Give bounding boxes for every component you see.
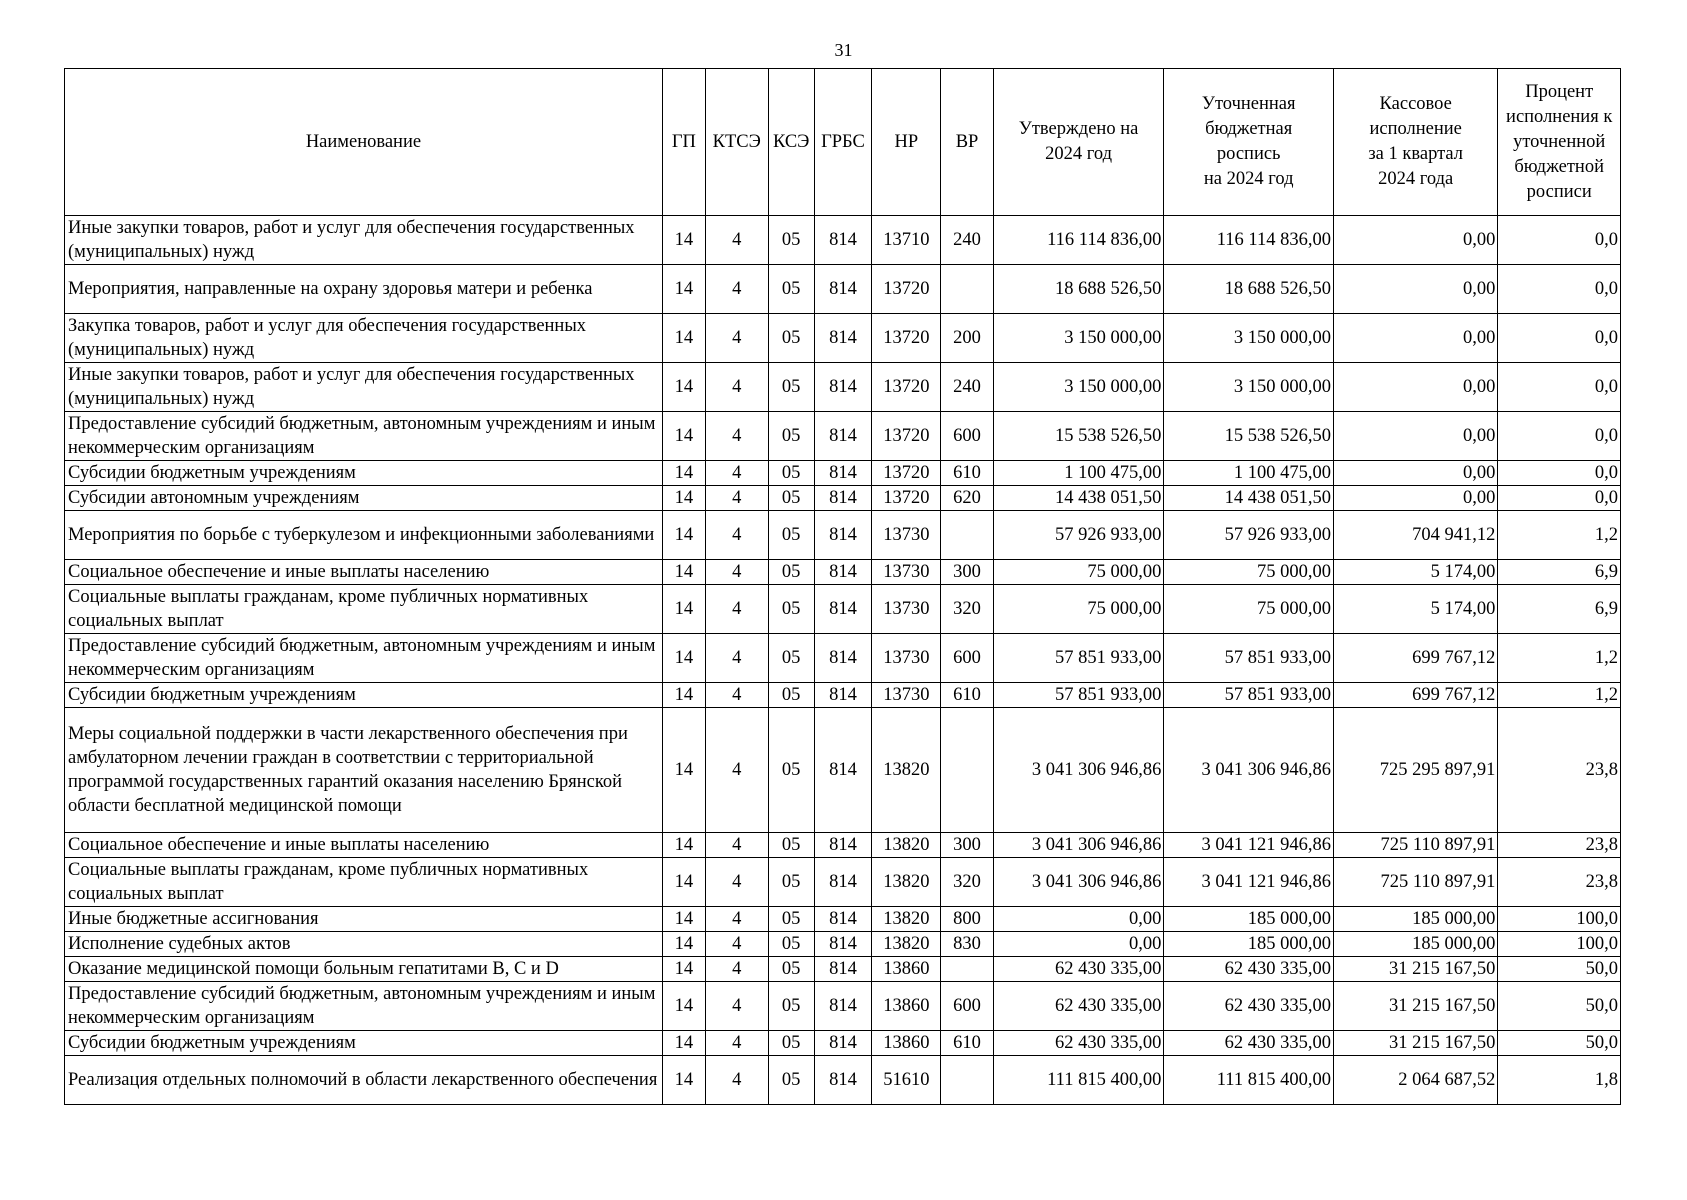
cell-approved: 62 430 335,00 — [993, 957, 1164, 982]
cell-kse: 05 — [768, 216, 814, 265]
cell-name: Меры социальной поддержки в части лекарственного обеспечения при амбулаторном лечении граждан в соответствии с территориальной программой государственных гарантий оказания населению Брянской области бесплатной медицинской помощи — [65, 708, 663, 833]
cell-gp: 14 — [662, 461, 705, 486]
cell-np: 13730 — [872, 560, 941, 585]
cell-kse: 05 — [768, 265, 814, 314]
cell-name: Иные закупки товаров, работ и услуг для обеспечения государственных (муниципальных) нужд — [65, 216, 663, 265]
cell-grbs: 814 — [814, 833, 872, 858]
cell-cash: 0,00 — [1334, 314, 1498, 363]
cell-ktse: 4 — [705, 560, 768, 585]
cell-approved: 57 851 933,00 — [993, 683, 1164, 708]
cell-gp: 14 — [662, 560, 705, 585]
cell-gp: 14 — [662, 982, 705, 1031]
cell-kse: 05 — [768, 461, 814, 486]
cell-refined: 185 000,00 — [1164, 907, 1334, 932]
cell-grbs: 814 — [814, 511, 872, 560]
cell-refined: 62 430 335,00 — [1164, 957, 1334, 982]
cell-cash: 725 110 897,91 — [1334, 858, 1498, 907]
cell-ktse: 4 — [705, 314, 768, 363]
cell-name: Социальное обеспечение и иные выплаты населению — [65, 833, 663, 858]
cell-ktse: 4 — [705, 265, 768, 314]
cell-np: 13820 — [872, 858, 941, 907]
table-row — [65, 412, 1621, 461]
cell-approved: 75 000,00 — [993, 560, 1164, 585]
table-row — [65, 461, 1621, 486]
table-row — [65, 363, 1621, 412]
cell-refined: 57 926 933,00 — [1164, 511, 1334, 560]
cell-kse: 05 — [768, 982, 814, 1031]
cell-np: 13820 — [872, 932, 941, 957]
cell-np: 13720 — [872, 412, 941, 461]
cell-cash: 185 000,00 — [1334, 932, 1498, 957]
cell-vr: 610 — [941, 1031, 993, 1056]
cell-np: 13860 — [872, 982, 941, 1031]
table-row — [65, 585, 1621, 634]
cell-np: 13720 — [872, 363, 941, 412]
cell-approved: 15 538 526,50 — [993, 412, 1164, 461]
cell-percent: 50,0 — [1498, 982, 1621, 1031]
table-row — [65, 1031, 1621, 1056]
cell-np: 13710 — [872, 216, 941, 265]
cell-grbs: 814 — [814, 932, 872, 957]
cell-kse: 05 — [768, 486, 814, 511]
cell-percent: 6,9 — [1498, 585, 1621, 634]
cell-kse: 05 — [768, 412, 814, 461]
cell-approved: 3 041 306 946,86 — [993, 708, 1164, 833]
cell-ktse: 4 — [705, 585, 768, 634]
cell-cash: 5 174,00 — [1334, 560, 1498, 585]
cell-np: 13720 — [872, 461, 941, 486]
cell-approved: 116 114 836,00 — [993, 216, 1164, 265]
cell-kse: 05 — [768, 683, 814, 708]
cell-percent: 23,8 — [1498, 858, 1621, 907]
cell-gp: 14 — [662, 907, 705, 932]
cell-cash: 0,00 — [1334, 363, 1498, 412]
cell-name: Социальные выплаты гражданам, кроме публичных нормативных социальных выплат — [65, 858, 663, 907]
cell-kse: 05 — [768, 314, 814, 363]
cell-cash: 0,00 — [1334, 265, 1498, 314]
cell-refined: 3 150 000,00 — [1164, 314, 1334, 363]
cell-vr: 610 — [941, 683, 993, 708]
cell-cash: 699 767,12 — [1334, 683, 1498, 708]
cell-cash: 0,00 — [1334, 216, 1498, 265]
cell-gp: 14 — [662, 585, 705, 634]
cell-ktse: 4 — [705, 634, 768, 683]
cell-approved: 3 150 000,00 — [993, 363, 1164, 412]
cell-vr: 300 — [941, 560, 993, 585]
cell-cash: 0,00 — [1334, 486, 1498, 511]
cell-approved: 3 150 000,00 — [993, 314, 1164, 363]
cell-approved: 3 041 306 946,86 — [993, 833, 1164, 858]
cell-kse: 05 — [768, 907, 814, 932]
header-kse: КСЭ — [768, 69, 814, 216]
header-grbs: ГРБС — [814, 69, 872, 216]
cell-cash: 725 295 897,91 — [1334, 708, 1498, 833]
budget-execution-table — [64, 68, 1621, 1105]
cell-vr — [941, 511, 993, 560]
cell-vr: 600 — [941, 412, 993, 461]
cell-ktse: 4 — [705, 511, 768, 560]
cell-percent: 23,8 — [1498, 833, 1621, 858]
cell-grbs: 814 — [814, 957, 872, 982]
cell-gp: 14 — [662, 932, 705, 957]
cell-refined: 3 041 121 946,86 — [1164, 833, 1334, 858]
cell-np: 13820 — [872, 907, 941, 932]
cell-grbs: 814 — [814, 314, 872, 363]
cell-percent: 0,0 — [1498, 412, 1621, 461]
cell-approved: 14 438 051,50 — [993, 486, 1164, 511]
cell-name: Социальные выплаты гражданам, кроме публичных нормативных социальных выплат — [65, 585, 663, 634]
cell-gp: 14 — [662, 486, 705, 511]
table-row — [65, 314, 1621, 363]
cell-grbs: 814 — [814, 708, 872, 833]
cell-name: Исполнение судебных актов — [65, 932, 663, 957]
cell-vr: 320 — [941, 858, 993, 907]
cell-grbs: 814 — [814, 683, 872, 708]
cell-approved: 1 100 475,00 — [993, 461, 1164, 486]
cell-grbs: 814 — [814, 461, 872, 486]
cell-percent: 1,2 — [1498, 683, 1621, 708]
table-body — [65, 216, 1621, 1105]
cell-np: 13720 — [872, 314, 941, 363]
cell-refined: 3 041 306 946,86 — [1164, 708, 1334, 833]
cell-percent: 0,0 — [1498, 265, 1621, 314]
cell-percent: 1,2 — [1498, 511, 1621, 560]
cell-kse: 05 — [768, 932, 814, 957]
cell-grbs: 814 — [814, 858, 872, 907]
cell-percent: 0,0 — [1498, 216, 1621, 265]
cell-vr — [941, 265, 993, 314]
cell-percent: 50,0 — [1498, 1031, 1621, 1056]
cell-refined: 75 000,00 — [1164, 585, 1334, 634]
cell-approved: 62 430 335,00 — [993, 982, 1164, 1031]
cell-percent: 23,8 — [1498, 708, 1621, 833]
cell-kse: 05 — [768, 511, 814, 560]
header-vr: ВР — [941, 69, 993, 216]
cell-name: Предоставление субсидий бюджетным, автономным учреждениям и иным некоммерческим организациям — [65, 634, 663, 683]
cell-kse: 05 — [768, 363, 814, 412]
cell-percent: 6,9 — [1498, 560, 1621, 585]
cell-vr — [941, 957, 993, 982]
cell-gp: 14 — [662, 314, 705, 363]
cell-gp: 14 — [662, 833, 705, 858]
table-row — [65, 833, 1621, 858]
cell-refined: 1 100 475,00 — [1164, 461, 1334, 486]
cell-refined: 116 114 836,00 — [1164, 216, 1334, 265]
cell-gp: 14 — [662, 634, 705, 683]
cell-np: 13820 — [872, 833, 941, 858]
cell-kse: 05 — [768, 585, 814, 634]
cell-name: Предоставление субсидий бюджетным, автономным учреждениям и иным некоммерческим организациям — [65, 982, 663, 1031]
cell-cash: 31 215 167,50 — [1334, 957, 1498, 982]
cell-ktse: 4 — [705, 216, 768, 265]
cell-grbs: 814 — [814, 560, 872, 585]
cell-gp: 14 — [662, 708, 705, 833]
cell-grbs: 814 — [814, 1031, 872, 1056]
cell-cash: 31 215 167,50 — [1334, 982, 1498, 1031]
cell-ktse: 4 — [705, 486, 768, 511]
cell-refined: 14 438 051,50 — [1164, 486, 1334, 511]
cell-np: 13860 — [872, 1031, 941, 1056]
table-row — [65, 683, 1621, 708]
cell-refined: 18 688 526,50 — [1164, 265, 1334, 314]
cell-grbs: 814 — [814, 363, 872, 412]
cell-cash: 725 110 897,91 — [1334, 833, 1498, 858]
cell-np: 13720 — [872, 486, 941, 511]
cell-approved: 18 688 526,50 — [993, 265, 1164, 314]
cell-refined: 3 041 121 946,86 — [1164, 858, 1334, 907]
cell-vr: 600 — [941, 634, 993, 683]
header-cash: Кассовое исполнение за 1 квартал 2024 года — [1334, 69, 1498, 216]
table-row — [65, 858, 1621, 907]
table-row — [65, 486, 1621, 511]
cell-vr: 200 — [941, 314, 993, 363]
cell-approved: 3 041 306 946,86 — [993, 858, 1164, 907]
cell-name: Мероприятия по борьбе с туберкулезом и инфекционными заболеваниями — [65, 511, 663, 560]
page-number: 31 — [834, 40, 853, 60]
cell-cash: 185 000,00 — [1334, 907, 1498, 932]
cell-gp: 14 — [662, 858, 705, 907]
cell-gp: 14 — [662, 683, 705, 708]
cell-ktse: 4 — [705, 932, 768, 957]
cell-name: Закупка товаров, работ и услуг для обеспечения государственных (муниципальных) нужд — [65, 314, 663, 363]
cell-approved: 0,00 — [993, 932, 1164, 957]
cell-approved: 111 815 400,00 — [993, 1056, 1164, 1105]
cell-vr — [941, 708, 993, 833]
cell-grbs: 814 — [814, 585, 872, 634]
cell-np: 13730 — [872, 585, 941, 634]
table-row — [65, 907, 1621, 932]
cell-kse: 05 — [768, 957, 814, 982]
cell-name: Субсидии бюджетным учреждениям — [65, 461, 663, 486]
cell-percent: 50,0 — [1498, 957, 1621, 982]
table-row — [65, 634, 1621, 683]
cell-approved: 62 430 335,00 — [993, 1031, 1164, 1056]
cell-kse: 05 — [768, 1056, 814, 1105]
cell-approved: 57 851 933,00 — [993, 634, 1164, 683]
table-row — [65, 1056, 1621, 1105]
cell-name: Мероприятия, направленные на охрану здоровья матери и ребенка — [65, 265, 663, 314]
cell-gp: 14 — [662, 1056, 705, 1105]
cell-grbs: 814 — [814, 1056, 872, 1105]
cell-ktse: 4 — [705, 907, 768, 932]
cell-np: 13730 — [872, 511, 941, 560]
header-percent: Процент исполнения к уточненной бюджетной росписи — [1498, 69, 1621, 216]
cell-name: Иные закупки товаров, работ и услуг для обеспечения государственных (муниципальных) нужд — [65, 363, 663, 412]
cell-refined: 57 851 933,00 — [1164, 683, 1334, 708]
cell-ktse: 4 — [705, 833, 768, 858]
cell-ktse: 4 — [705, 412, 768, 461]
cell-refined: 111 815 400,00 — [1164, 1056, 1334, 1105]
cell-vr: 240 — [941, 216, 993, 265]
table-row — [65, 560, 1621, 585]
table-row — [65, 957, 1621, 982]
cell-name: Субсидии бюджетным учреждениям — [65, 683, 663, 708]
cell-name: Социальное обеспечение и иные выплаты населению — [65, 560, 663, 585]
table-row — [65, 708, 1621, 833]
cell-approved: 57 926 933,00 — [993, 511, 1164, 560]
table-row — [65, 932, 1621, 957]
cell-grbs: 814 — [814, 486, 872, 511]
cell-cash: 704 941,12 — [1334, 511, 1498, 560]
table-row — [65, 982, 1621, 1031]
cell-kse: 05 — [768, 833, 814, 858]
cell-kse: 05 — [768, 858, 814, 907]
cell-gp: 14 — [662, 957, 705, 982]
cell-np: 13860 — [872, 957, 941, 982]
cell-ktse: 4 — [705, 858, 768, 907]
cell-ktse: 4 — [705, 1031, 768, 1056]
cell-vr: 240 — [941, 363, 993, 412]
cell-vr: 620 — [941, 486, 993, 511]
cell-percent: 100,0 — [1498, 907, 1621, 932]
header-np: НР — [872, 69, 941, 216]
header-approved: Утверждено на 2024 год — [993, 69, 1164, 216]
cell-np: 13820 — [872, 708, 941, 833]
cell-cash: 31 215 167,50 — [1334, 1031, 1498, 1056]
cell-ktse: 4 — [705, 708, 768, 833]
cell-name: Субсидии бюджетным учреждениям — [65, 1031, 663, 1056]
cell-gp: 14 — [662, 216, 705, 265]
cell-kse: 05 — [768, 708, 814, 833]
cell-gp: 14 — [662, 265, 705, 314]
header-gp: ГП — [662, 69, 705, 216]
table-row — [65, 265, 1621, 314]
cell-ktse: 4 — [705, 461, 768, 486]
cell-name: Реализация отдельных полномочий в области лекарственного обеспечения — [65, 1056, 663, 1105]
cell-refined: 15 538 526,50 — [1164, 412, 1334, 461]
cell-name: Предоставление субсидий бюджетным, автономным учреждениям и иным некоммерческим организациям — [65, 412, 663, 461]
cell-percent: 0,0 — [1498, 461, 1621, 486]
cell-cash: 2 064 687,52 — [1334, 1056, 1498, 1105]
cell-approved: 75 000,00 — [993, 585, 1164, 634]
cell-gp: 14 — [662, 412, 705, 461]
cell-refined: 62 430 335,00 — [1164, 1031, 1334, 1056]
cell-percent: 0,0 — [1498, 314, 1621, 363]
cell-cash: 0,00 — [1334, 412, 1498, 461]
cell-cash: 5 174,00 — [1334, 585, 1498, 634]
cell-percent: 1,8 — [1498, 1056, 1621, 1105]
cell-refined: 3 150 000,00 — [1164, 363, 1334, 412]
header-ktse: КТСЭ — [705, 69, 768, 216]
cell-name: Субсидии автономным учреждениям — [65, 486, 663, 511]
cell-kse: 05 — [768, 560, 814, 585]
cell-approved: 0,00 — [993, 907, 1164, 932]
cell-cash: 0,00 — [1334, 461, 1498, 486]
cell-name: Оказание медицинской помощи больным гепатитами B, C и D — [65, 957, 663, 982]
table-row — [65, 216, 1621, 265]
cell-vr: 800 — [941, 907, 993, 932]
cell-ktse: 4 — [705, 683, 768, 708]
cell-percent: 1,2 — [1498, 634, 1621, 683]
cell-kse: 05 — [768, 634, 814, 683]
cell-percent: 0,0 — [1498, 486, 1621, 511]
cell-vr: 320 — [941, 585, 993, 634]
cell-ktse: 4 — [705, 1056, 768, 1105]
cell-gp: 14 — [662, 1031, 705, 1056]
cell-percent: 0,0 — [1498, 363, 1621, 412]
cell-vr: 830 — [941, 932, 993, 957]
cell-refined: 57 851 933,00 — [1164, 634, 1334, 683]
cell-np: 13730 — [872, 634, 941, 683]
cell-vr: 610 — [941, 461, 993, 486]
cell-percent: 100,0 — [1498, 932, 1621, 957]
cell-grbs: 814 — [814, 907, 872, 932]
cell-grbs: 814 — [814, 634, 872, 683]
cell-grbs: 814 — [814, 412, 872, 461]
header-name: Наименование — [65, 69, 663, 216]
cell-refined: 62 430 335,00 — [1164, 982, 1334, 1031]
cell-refined: 75 000,00 — [1164, 560, 1334, 585]
cell-vr: 600 — [941, 982, 993, 1031]
cell-np: 13730 — [872, 683, 941, 708]
cell-refined: 185 000,00 — [1164, 932, 1334, 957]
cell-np: 13720 — [872, 265, 941, 314]
header-refined: Уточненная бюджетная роспись на 2024 год — [1164, 69, 1334, 216]
cell-kse: 05 — [768, 1031, 814, 1056]
cell-vr — [941, 1056, 993, 1105]
cell-vr: 300 — [941, 833, 993, 858]
table-row — [65, 511, 1621, 560]
cell-name: Иные бюджетные ассигнования — [65, 907, 663, 932]
cell-ktse: 4 — [705, 982, 768, 1031]
cell-gp: 14 — [662, 363, 705, 412]
header-row — [65, 69, 1621, 216]
cell-ktse: 4 — [705, 363, 768, 412]
cell-ktse: 4 — [705, 957, 768, 982]
cell-gp: 14 — [662, 511, 705, 560]
cell-np: 51610 — [872, 1056, 941, 1105]
cell-grbs: 814 — [814, 216, 872, 265]
cell-grbs: 814 — [814, 265, 872, 314]
cell-grbs: 814 — [814, 982, 872, 1031]
cell-cash: 699 767,12 — [1334, 634, 1498, 683]
